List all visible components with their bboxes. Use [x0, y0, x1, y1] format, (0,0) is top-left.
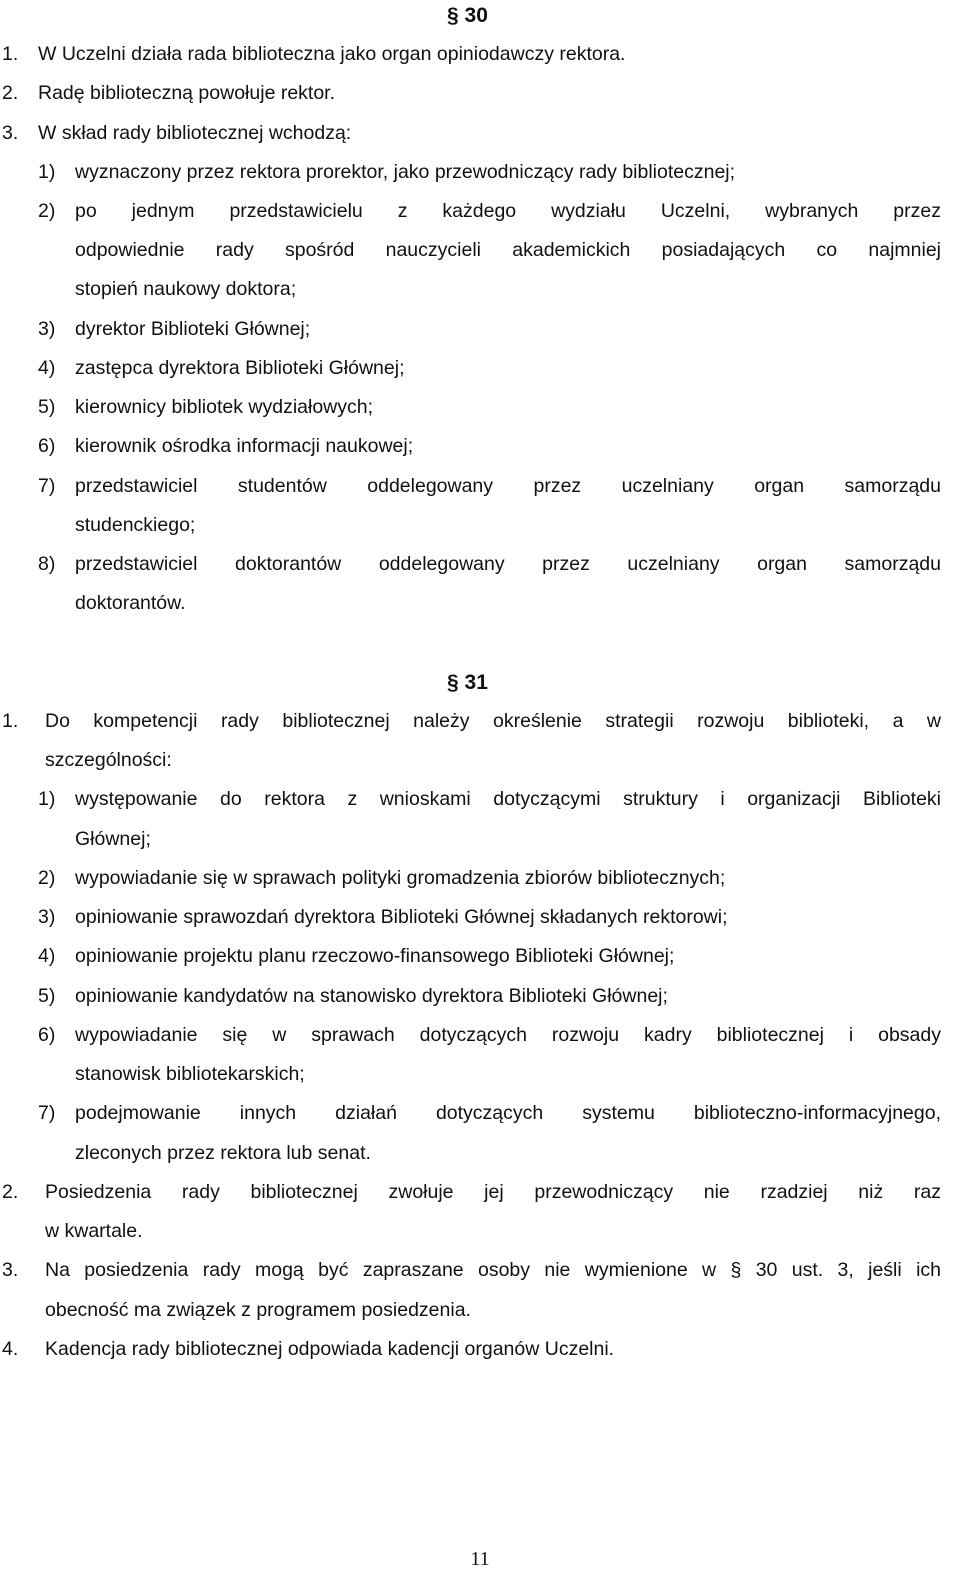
subitem-number: 6)	[38, 1024, 56, 1046]
subitem-text: kierownik ośrodka informacji naukowej;	[75, 435, 414, 457]
subitem-number: 5)	[38, 396, 56, 418]
item-number: 4.	[2, 1338, 19, 1360]
item-text-line: szczególności:	[45, 749, 172, 771]
subitem-number: 2)	[38, 200, 56, 222]
subitem-text: kierownicy bibliotek wydziałowych;	[75, 396, 374, 418]
item-number: 2.	[2, 82, 19, 104]
item-text: W skład rady bibliotecznej wchodzą:	[38, 122, 352, 144]
subitem-number: 7)	[38, 475, 56, 497]
item-text-line: Do kompetencji rady bibliotecznej należy określenie strategii rozwoju biblioteki, a w	[45, 710, 941, 732]
item-text-line: obecność ma związek z programem posiedzenia.	[45, 1299, 471, 1321]
item-number: 1.	[2, 43, 19, 65]
item-number: 2.	[2, 1181, 19, 1203]
subitem-text-line: występowanie do rektora z wnioskami dotyczącymi struktury i organizacji Biblioteki	[75, 788, 941, 810]
subitem-text: dyrektor Biblioteki Głównej;	[75, 318, 311, 340]
item-number: 1.	[2, 710, 19, 732]
subitem-text: opiniowanie sprawozdań dyrektora Biblioteki Głównej składanych rektorowi;	[75, 906, 728, 928]
section-31-heading: § 31	[447, 671, 488, 694]
subitem-text: opiniowanie projektu planu rzeczowo-finansowego Biblioteki Głównej;	[75, 945, 675, 967]
subitem-number: 3)	[38, 318, 56, 340]
item-text: Radę biblioteczną powołuje rektor.	[38, 82, 336, 104]
subitem-text: wypowiadanie się w sprawach polityki gromadzenia zbiorów bibliotecznych;	[75, 867, 726, 889]
subitem-number: 1)	[38, 788, 56, 810]
subitem-text-line: zleconych przez rektora lub senat.	[75, 1142, 371, 1164]
subitem-text-line: doktorantów.	[75, 592, 186, 614]
subitem-number: 1)	[38, 161, 56, 183]
subitem-text-line: przedstawiciel doktorantów oddelegowany przez uczelniany organ samorządu	[75, 553, 941, 575]
section-30-heading: § 30	[447, 4, 488, 27]
subitem-text-line: stanowisk bibliotekarskich;	[75, 1063, 305, 1085]
subitem-text-line: podejmowanie innych działań dotyczących systemu biblioteczno-informacyjnego,	[75, 1102, 941, 1124]
subitem-number: 2)	[38, 867, 56, 889]
subitem-text-line: po jednym przedstawicielu z każdego wydziału Uczelni, wybranych przez	[75, 200, 941, 222]
subitem-text-line: stopień naukowy doktora;	[75, 278, 297, 300]
subitem-number: 5)	[38, 985, 56, 1007]
subitem-text-line: przedstawiciel studentów oddelegowany przez uczelniany organ samorządu	[75, 475, 941, 497]
item-text-line: Na posiedzenia rady mogą być zapraszane osoby nie wymienione w § 30 ust. 3, jeśli ich	[45, 1259, 941, 1281]
item-number: 3.	[2, 122, 19, 144]
subitem-text-line: odpowiednie rady spośród nauczycieli akademickich posiadających co najmniej	[75, 239, 941, 261]
item-text: Kadencja rady bibliotecznej odpowiada kadencji organów Uczelni.	[45, 1338, 615, 1360]
subitem-text: opiniowanie kandydatów na stanowisko dyrektora Biblioteki Głównej;	[75, 985, 668, 1007]
item-text-line: w kwartale.	[45, 1220, 143, 1242]
subitem-number: 8)	[38, 553, 56, 575]
subitem-text-line: studenckiego;	[75, 514, 196, 536]
subitem-number: 4)	[38, 357, 56, 379]
page-number: 11	[470, 1548, 490, 1570]
subitem-number: 4)	[38, 945, 56, 967]
subitem-number: 6)	[38, 435, 56, 457]
item-text-line: Posiedzenia rady bibliotecznej zwołuje jej przewodniczący nie rzadziej niż raz	[45, 1181, 941, 1203]
subitem-number: 7)	[38, 1102, 56, 1124]
subitem-text: zastępca dyrektora Biblioteki Głównej;	[75, 357, 405, 379]
item-number: 3.	[2, 1259, 19, 1281]
item-text: W Uczelni działa rada biblioteczna jako organ opiniodawczy rektora.	[38, 43, 626, 65]
subitem-number: 3)	[38, 906, 56, 928]
subitem-text: wyznaczony przez rektora prorektor, jako przewodniczący rady bibliotecznej;	[75, 161, 736, 183]
subitem-text-line: wypowiadanie się w sprawach dotyczących rozwoju kadry bibliotecznej i obsady	[75, 1024, 941, 1046]
subitem-text-line: Głównej;	[75, 828, 151, 850]
